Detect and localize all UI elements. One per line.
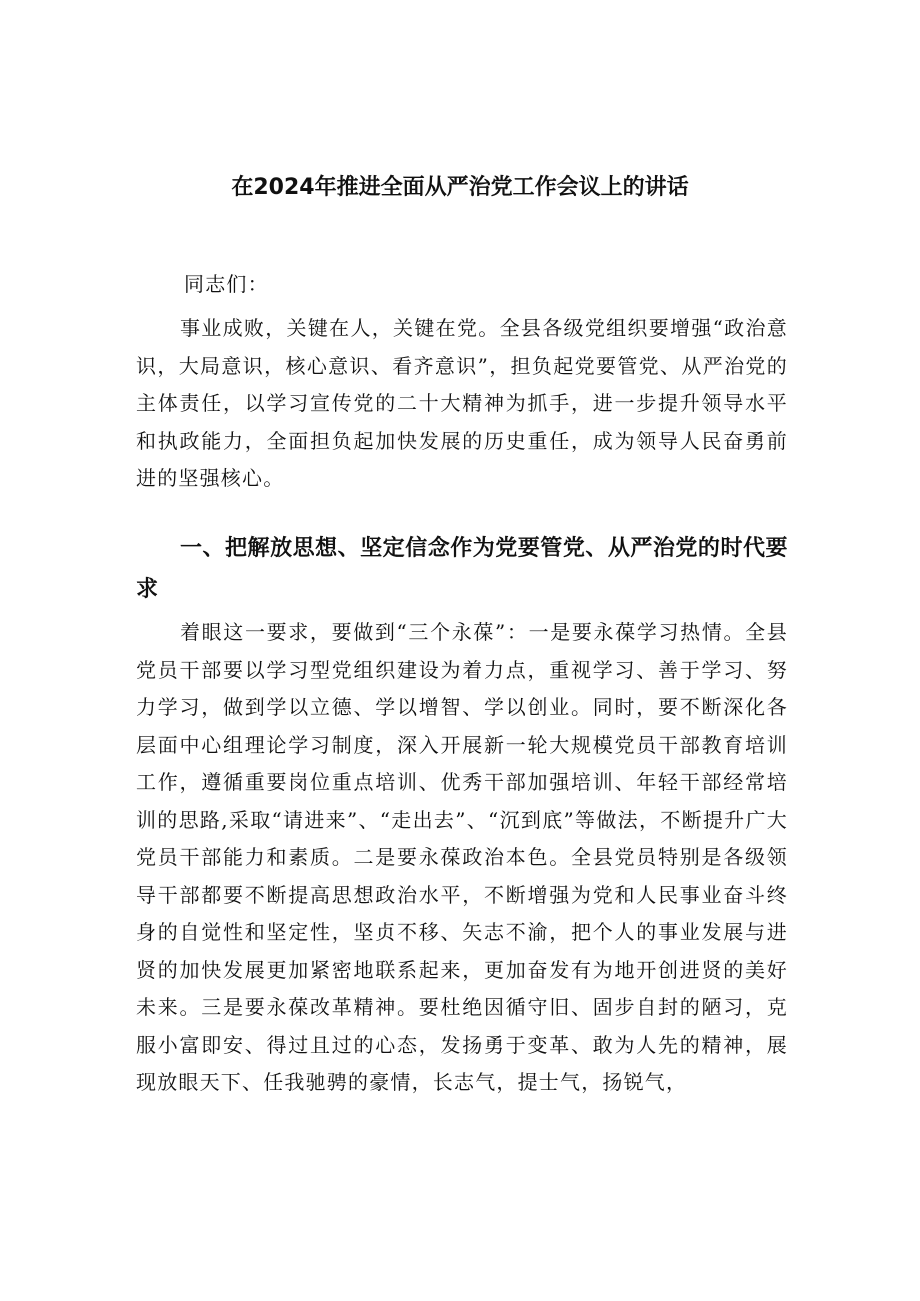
paragraph-intro: 事业成败，关键在人，关键在党。全县各级党组织要增强“政治意识，大局意识，核心意识、看齐意识”，担负起党要管党、从严治党的主体责任，以学习宣传党的二十大精神为抓手，进一步提升领导水平和执政能力，全面担负起加快发展的历史重任，成为领导人民奋勇前进的坚强核心。 [136,316,788,490]
section-1-body: 着眼这一要求，要做到“三个永葆”：一是要永葆学习热情。全县党员干部要以学习型党组织建设为着力点，重视学习、善于学习、努力学习，做到学以立德、学以增智、学以创业。同时，要不断深化各层面中心组理论学习制度，深入开展新一轮大规模党员干部教育培训工作，遵循重要岗位重点培训、优秀干部加强培训、年轻干部经常培训的思路,采取“请进来”、“走出去”、“沉到底”等做法，不断提升广大党员干部能力和素质。二是要永葆政治本色。全县党员特别是各级领导干部都要不断提高思想政治水平，不断增强为党和人民事业奋斗终身的自觉性和坚定性，坚贞不移、矢志不渝，把个人的事业发展与进贤的加快发展更加紧密地联系起来，更加奋发有为地开创进贤的美好未来。三是要永葆改革精神。要杜绝因循守旧、固步自封的陋习，克服小富即安、得过且过的心态，发扬勇于变革、敢为人先的精神，展现放眼天下、任我驰骋的豪情，长志气，提士气，扬锐气， [136,620,788,1094]
section-heading-1: 一、把解放思想、坚定信念作为党要管党、从严治党的时代要求 [136,536,788,602]
salutation: 同志们： [184,272,269,296]
document-title: 在2024年推进全面从严治党工作会议上的讲话 [231,175,689,200]
